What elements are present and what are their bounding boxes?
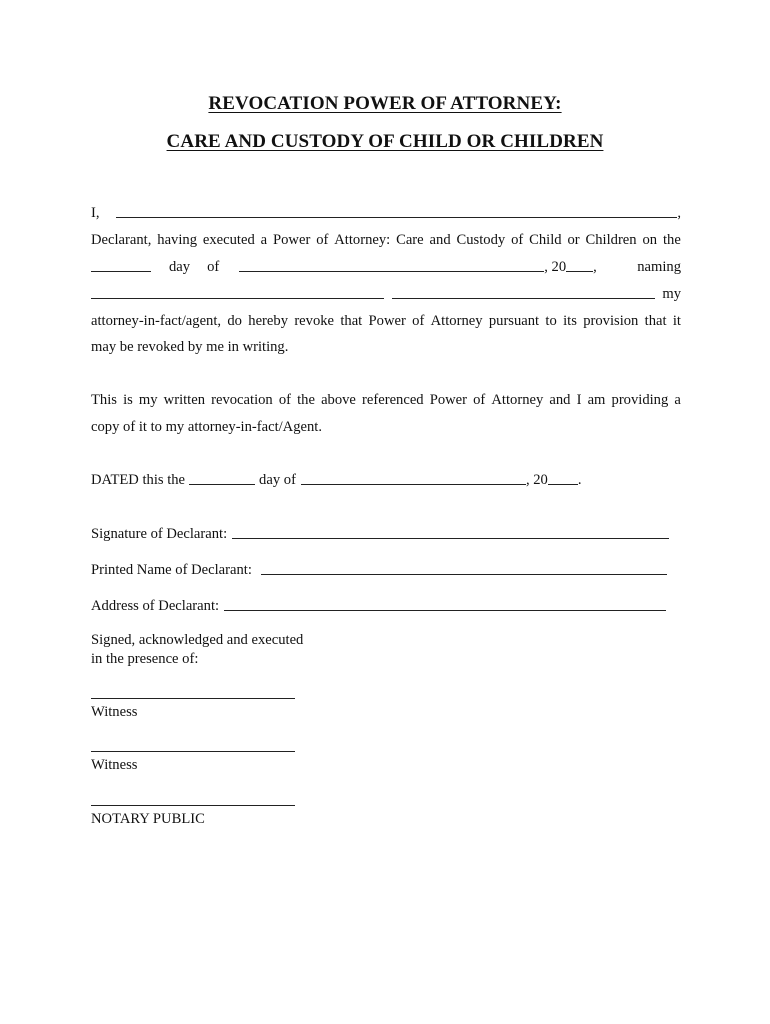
revocation-line-word: is <box>123 392 133 408</box>
revoke-line-word: that <box>340 313 363 329</box>
revocation-line-word: am <box>587 392 606 408</box>
revocation-line-word: my <box>138 392 158 408</box>
revoke-writing-line: may be revoked by me in writing. <box>91 339 289 355</box>
witness-2-label: Witness <box>91 757 138 773</box>
dated-period: . <box>577 472 582 488</box>
declaration-text-line <box>91 229 681 251</box>
address-label: Address of Declarant: <box>91 598 220 614</box>
notary-signature-field[interactable] <box>91 805 295 806</box>
revocation-line-word: providing <box>611 392 669 408</box>
revocation-line-word: I <box>576 392 582 408</box>
revocation-line-word: above <box>321 392 356 408</box>
revocation-line-word: a <box>674 392 681 408</box>
declaration-line-word: Declarant, <box>91 232 152 248</box>
declaration-line-word: of <box>511 232 524 248</box>
execution-day-field[interactable] <box>91 271 151 272</box>
declaration-line-word: Child <box>529 232 562 248</box>
declarant-name-field[interactable] <box>116 217 678 218</box>
revocation-text-line <box>91 389 681 411</box>
day-label: day <box>169 259 191 275</box>
printed-name-field[interactable] <box>261 574 667 575</box>
revoke-line-word: its <box>563 313 577 329</box>
document-title: REVOCATION POWER OF ATTORNEY: <box>208 93 562 114</box>
revoke-line-word: hereby <box>248 313 288 329</box>
revocation-line-word: referenced <box>362 392 424 408</box>
of-label: of <box>207 259 220 275</box>
declaration-line-word: a <box>260 232 268 248</box>
dated-line <box>91 469 681 491</box>
revoke-line-word: attorney-in-fact/agent, <box>91 313 222 329</box>
declarant-name-line <box>91 202 681 224</box>
revoke-line-word: Power <box>368 313 406 329</box>
naming-comma: , <box>593 259 597 275</box>
declaration-line-word: and <box>429 232 451 248</box>
declaration-line-word: executed <box>202 232 255 248</box>
witness-2-signature-field[interactable] <box>91 751 295 752</box>
presence-line-1: Signed, acknowledged and executed <box>91 632 304 648</box>
execution-year-field[interactable] <box>566 271 593 272</box>
revocation-line-word: the <box>297 392 315 408</box>
presence-line-2: in the presence of: <box>91 651 199 667</box>
revocation-line-word: This <box>91 392 117 408</box>
revoke-line-word: of <box>412 313 425 329</box>
revoke-line-word: revoke <box>294 313 335 329</box>
dated-month-field[interactable] <box>301 484 526 485</box>
comma-twenty: , 20 <box>544 259 567 275</box>
declaration-line-word: Children <box>585 232 637 248</box>
attorney-last-name-field[interactable] <box>392 298 655 299</box>
revocation-line-word: Power <box>429 392 467 408</box>
declaration-line-word: on <box>642 232 658 248</box>
witness-1-label: Witness <box>91 704 138 720</box>
document-subtitle: CARE AND CUSTODY OF CHILD OR CHILDREN <box>166 131 604 152</box>
signature-line <box>91 523 681 545</box>
declaration-line-word: of <box>316 232 329 248</box>
revoke-line-word: pursuant <box>488 313 540 329</box>
notary-label: NOTARY PUBLIC <box>91 811 205 827</box>
revocation-line-word: of <box>278 392 291 408</box>
declaration-line-word: Care <box>396 232 424 248</box>
printed-name-label: Printed Name of Declarant: <box>91 562 252 578</box>
declaration-line-word: Custody <box>456 232 506 248</box>
declaration-line-word: having <box>157 232 197 248</box>
declaration-line-word: or <box>567 232 580 248</box>
attorney-name-line <box>91 283 681 305</box>
execution-month-field[interactable] <box>239 271 544 272</box>
my-label: my <box>662 286 681 302</box>
attorney-first-name-field[interactable] <box>91 298 384 299</box>
address-field[interactable] <box>224 610 666 611</box>
revocation-line-word: revocation <box>211 392 273 408</box>
revocation-line-word: of <box>473 392 486 408</box>
signature-field[interactable] <box>232 538 669 539</box>
dated-prefix: DATED this the <box>91 472 186 488</box>
declaration-line-word: Attorney: <box>334 232 391 248</box>
revocation-copy-line: copy of it to my attorney-in-fact/Agent. <box>91 419 322 435</box>
revoke-line-word: do <box>227 313 242 329</box>
execution-date-line <box>91 256 681 278</box>
naming-label: naming <box>637 259 681 275</box>
revocation-line-word: and <box>549 392 571 408</box>
address-line <box>91 595 681 617</box>
declaration-line-word: Power <box>273 232 311 248</box>
signature-label: Signature of Declarant: <box>91 526 228 542</box>
revoke-line-word: provision <box>583 313 639 329</box>
i-label: I, <box>91 205 100 221</box>
revocation-line-word: written <box>163 392 206 408</box>
comma: , <box>677 205 681 221</box>
dated-day-field[interactable] <box>189 484 255 485</box>
revoke-line-word: Attorney <box>430 313 483 329</box>
dated-day-of: day of <box>259 472 296 488</box>
witness-1-signature-field[interactable] <box>91 698 295 699</box>
revoke-line-word: it <box>672 313 681 329</box>
dated-year-field[interactable] <box>548 484 578 485</box>
revoke-line-word: that <box>644 313 667 329</box>
printed-name-line <box>91 559 681 581</box>
revoke-text-line <box>91 310 681 332</box>
revoke-line-word: to <box>545 313 557 329</box>
dated-twenty: , 20 <box>525 472 548 488</box>
declaration-line-word: the <box>662 232 681 248</box>
revocation-line-word: Attorney <box>491 392 544 408</box>
